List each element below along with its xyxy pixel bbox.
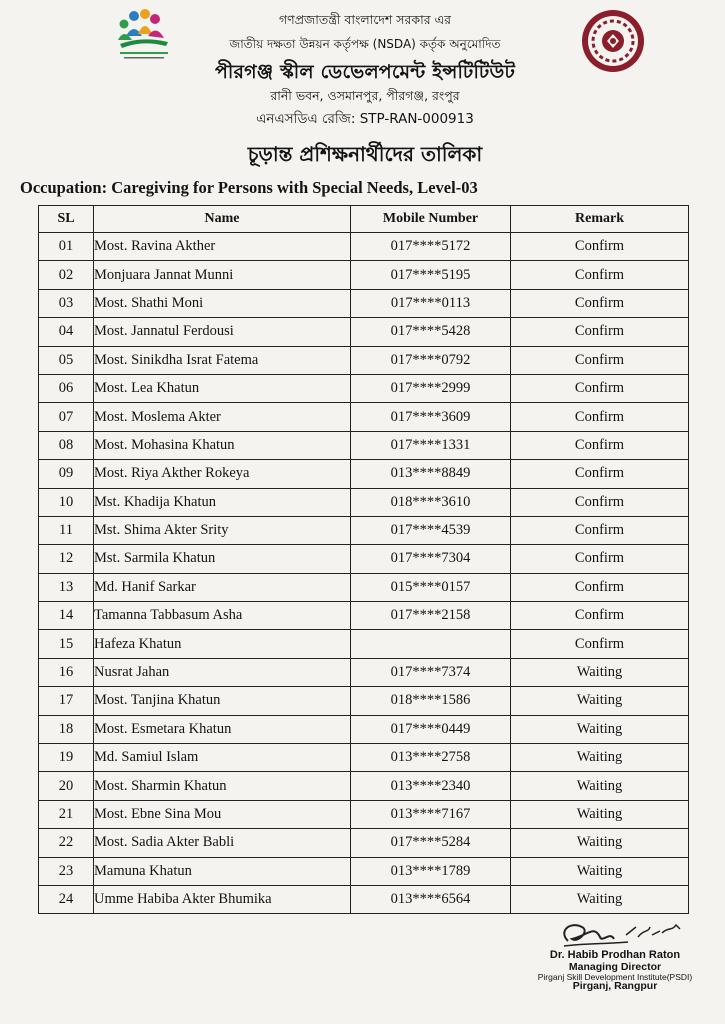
row-sl: 04 xyxy=(39,318,94,346)
row-name: Nusrat Jahan xyxy=(94,658,351,686)
row-remark: Waiting xyxy=(511,885,689,913)
row-remark: Confirm xyxy=(511,374,689,402)
row-sl: 03 xyxy=(39,289,94,317)
row-remark: Confirm xyxy=(511,403,689,431)
row-mobile: 017****2999 xyxy=(351,374,511,402)
row-mobile: 018****1586 xyxy=(351,687,511,715)
row-mobile: 013****8849 xyxy=(351,460,511,488)
row-sl: 02 xyxy=(39,261,94,289)
row-name: Hafeza Khatun xyxy=(94,630,351,658)
row-mobile: 017****7374 xyxy=(351,658,511,686)
table-row xyxy=(39,516,689,544)
row-mobile: 017****0792 xyxy=(351,346,511,374)
signature-icon xyxy=(548,913,698,953)
row-remark: Confirm xyxy=(511,233,689,261)
row-remark: Waiting xyxy=(511,800,689,828)
row-name: Most. Moslema Akter xyxy=(94,403,351,431)
table-row xyxy=(39,744,689,772)
signatory-institute: Pirganj Skill Development Institute(PSDI) xyxy=(537,971,693,982)
row-name: Mst. Sarmila Khatun xyxy=(94,545,351,573)
row-remark: Confirm xyxy=(511,318,689,346)
row-sl: 05 xyxy=(39,346,94,374)
row-sl: 23 xyxy=(39,857,94,885)
row-mobile: 013****6564 xyxy=(351,885,511,913)
row-mobile: 013****2340 xyxy=(351,772,511,800)
trainee-table xyxy=(38,205,689,914)
row-mobile: 017****5195 xyxy=(351,261,511,289)
row-remark: Waiting xyxy=(511,658,689,686)
row-sl: 13 xyxy=(39,573,94,601)
row-name: Most. Riya Akther Rokeya xyxy=(94,460,351,488)
row-name: Most. Mohasina Khatun xyxy=(94,431,351,459)
row-mobile: 018****3610 xyxy=(351,488,511,516)
row-name: Most. Shathi Moni xyxy=(94,289,351,317)
row-name: Mamuna Khatun xyxy=(94,857,351,885)
table-row xyxy=(39,346,689,374)
institute-name: পীরগঞ্জ স্কীল ডেভেলপমেন্ট ইন্সটিটিউট xyxy=(214,61,516,83)
table-row xyxy=(39,431,689,459)
row-name: Monjuara Jannat Munni xyxy=(94,261,351,289)
row-name: Most. Sinikdha Israt Fatema xyxy=(94,346,351,374)
row-remark: Confirm xyxy=(511,630,689,658)
table-row xyxy=(39,602,689,630)
table-row xyxy=(39,261,689,289)
row-name: Mst. Shima Akter Srity xyxy=(94,516,351,544)
row-name: Most. Ebne Sina Mou xyxy=(94,800,351,828)
header-mobile: Mobile Number xyxy=(351,206,511,233)
row-mobile: 017****2158 xyxy=(351,602,511,630)
row-mobile: 017****1331 xyxy=(351,431,511,459)
table-row xyxy=(39,318,689,346)
institute-seal-icon xyxy=(580,8,646,74)
row-name: Mst. Khadija Khatun xyxy=(94,488,351,516)
row-mobile xyxy=(351,630,511,658)
row-remark: Confirm xyxy=(511,602,689,630)
row-sl: 19 xyxy=(39,744,94,772)
signatory-location: Pirganj, Rangpur xyxy=(572,980,658,993)
row-remark: Waiting xyxy=(511,715,689,743)
table-row xyxy=(39,573,689,601)
row-remark: Waiting xyxy=(511,687,689,715)
row-remark: Waiting xyxy=(511,744,689,772)
row-remark: Waiting xyxy=(511,772,689,800)
row-remark: Confirm xyxy=(511,516,689,544)
row-mobile: 017****0449 xyxy=(351,715,511,743)
registration-number: এনএসডিএ রেজি: STP-RAN-000913 xyxy=(256,111,474,127)
authority-line: জাতীয় দক্ষতা উন্নয়ন কর্তৃপক্ষ (NSDA) কর্তৃক অনুমোদিত xyxy=(229,37,501,51)
table-row xyxy=(39,829,689,857)
header-remark: Remark xyxy=(511,206,689,233)
row-mobile: 017****5428 xyxy=(351,318,511,346)
row-mobile: 013****2758 xyxy=(351,744,511,772)
row-name: Umme Habiba Akter Bhumika xyxy=(94,885,351,913)
row-sl: 01 xyxy=(39,233,94,261)
row-remark: Confirm xyxy=(511,346,689,374)
row-remark: Confirm xyxy=(511,261,689,289)
row-name: Md. Hanif Sarkar xyxy=(94,573,351,601)
row-sl: 12 xyxy=(39,545,94,573)
row-remark: Confirm xyxy=(511,460,689,488)
table-row xyxy=(39,630,689,658)
table-row xyxy=(39,233,689,261)
row-remark: Confirm xyxy=(511,431,689,459)
row-sl: 09 xyxy=(39,460,94,488)
signatory-name: Dr. Habib Prodhan Raton xyxy=(549,949,681,961)
table-row xyxy=(39,772,689,800)
table-row xyxy=(39,289,689,317)
row-mobile: 017****4539 xyxy=(351,516,511,544)
row-remark: Confirm xyxy=(511,488,689,516)
table-row xyxy=(39,885,689,913)
row-sl: 20 xyxy=(39,772,94,800)
header-sl: SL xyxy=(39,206,94,233)
row-sl: 14 xyxy=(39,602,94,630)
table-row xyxy=(39,460,689,488)
table-row xyxy=(39,800,689,828)
table-row xyxy=(39,488,689,516)
row-sl: 24 xyxy=(39,885,94,913)
row-mobile: 015****0157 xyxy=(351,573,511,601)
row-name: Most. Sadia Akter Babli xyxy=(94,829,351,857)
row-mobile: 017****0113 xyxy=(351,289,511,317)
row-sl: 17 xyxy=(39,687,94,715)
row-sl: 22 xyxy=(39,829,94,857)
row-sl: 10 xyxy=(39,488,94,516)
row-sl: 08 xyxy=(39,431,94,459)
row-sl: 06 xyxy=(39,374,94,402)
table-header-row xyxy=(39,206,689,233)
signature-block xyxy=(520,950,710,993)
row-name: Most. Jannatul Ferdousi xyxy=(94,318,351,346)
table-row xyxy=(39,715,689,743)
occupation-heading: Occupation: Caregiving for Persons with Special Needs, Level-03 xyxy=(20,178,478,197)
row-remark: Confirm xyxy=(511,545,689,573)
government-line: গণপ্রজাতন্ত্রী বাংলাদেশ সরকার এর xyxy=(278,12,452,27)
table-row xyxy=(39,545,689,573)
institute-address: রানী ভবন, ওসমানপুর, পীরগঞ্জ, রংপুর xyxy=(270,88,460,103)
row-name: Most. Tanjina Khatun xyxy=(94,687,351,715)
signatory-title: Managing Director xyxy=(568,960,662,973)
row-mobile: 017****5172 xyxy=(351,233,511,261)
row-name: Most. Esmetara Khatun xyxy=(94,715,351,743)
table-row xyxy=(39,403,689,431)
row-mobile: 013****1789 xyxy=(351,857,511,885)
row-mobile: 013****7167 xyxy=(351,800,511,828)
row-sl: 18 xyxy=(39,715,94,743)
row-remark: Waiting xyxy=(511,829,689,857)
table-row xyxy=(39,687,689,715)
row-sl: 07 xyxy=(39,403,94,431)
row-name: Most. Sharmin Khatun xyxy=(94,772,351,800)
table-row xyxy=(39,857,689,885)
list-title: চূড়ান্ত প্রশিক্ষনার্থীদের তালিকা xyxy=(247,142,483,166)
row-sl: 16 xyxy=(39,658,94,686)
row-mobile: 017****3609 xyxy=(351,403,511,431)
header-name: Name xyxy=(94,206,351,233)
row-sl: 11 xyxy=(39,516,94,544)
row-remark: Waiting xyxy=(511,857,689,885)
row-name: Most. Lea Khatun xyxy=(94,374,351,402)
table-row xyxy=(39,374,689,402)
row-remark: Confirm xyxy=(511,289,689,317)
row-mobile: 017****5284 xyxy=(351,829,511,857)
row-name: Md. Samiul Islam xyxy=(94,744,351,772)
row-remark: Confirm xyxy=(511,573,689,601)
row-sl: 21 xyxy=(39,800,94,828)
table-row xyxy=(39,658,689,686)
row-sl: 15 xyxy=(39,630,94,658)
row-name: Most. Ravina Akther xyxy=(94,233,351,261)
row-name: Tamanna Tabbasum Asha xyxy=(94,602,351,630)
row-mobile: 017****7304 xyxy=(351,545,511,573)
